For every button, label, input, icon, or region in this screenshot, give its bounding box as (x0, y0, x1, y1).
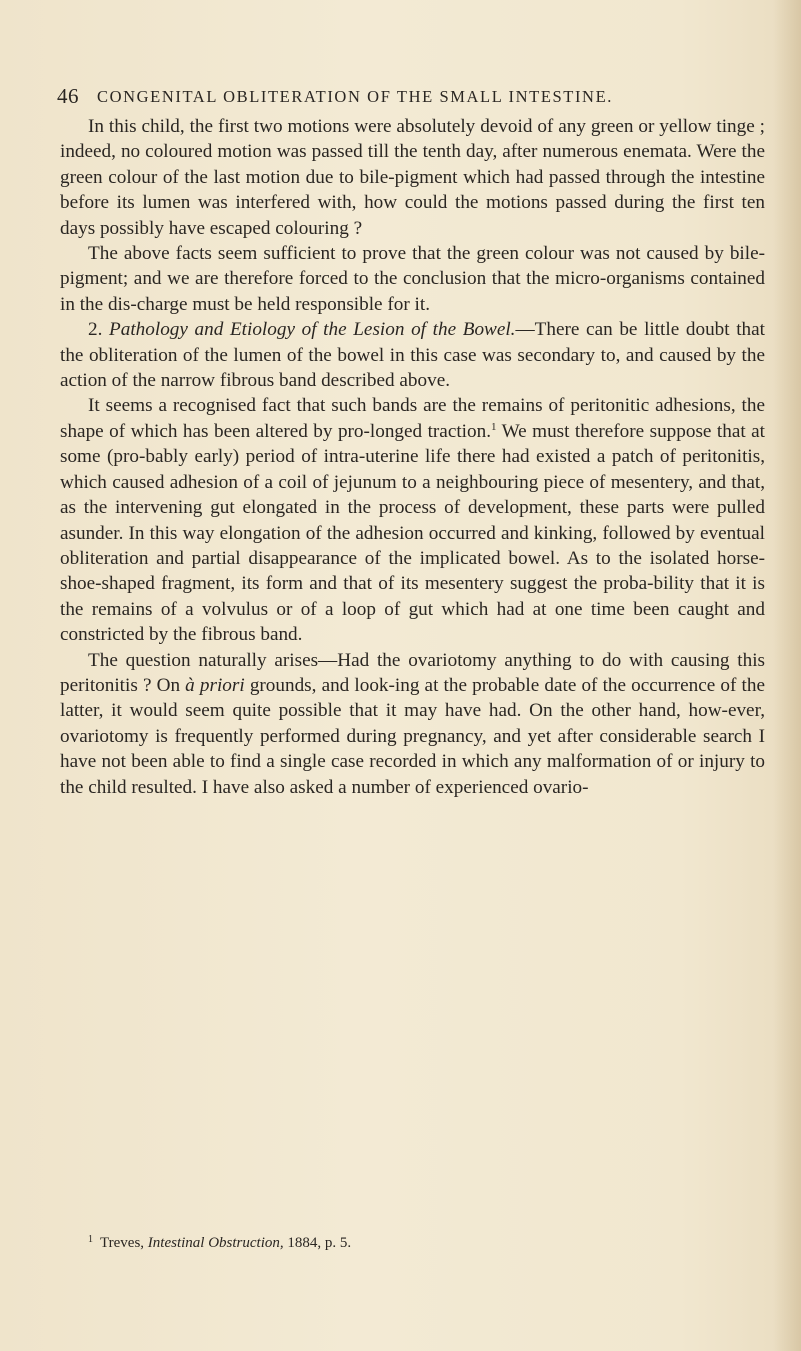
paragraph-2 (60, 241, 765, 317)
paragraph-3 (60, 317, 765, 393)
paragraph-2-text: The above facts seem sufficient to prove that the green colour was not caused by bile-pigment; and we are therefore forced to the conclusion that the micro-organisms contained in the dis-charge must be held responsible for it. (60, 243, 765, 315)
paragraph-1 (60, 114, 765, 241)
footnote-title: Intestinal Obstruction, (147, 1235, 284, 1251)
paragraph-3-text: —There can be little doubt that the obliteration of the lumen of the bowel in this case was secondary to, and caused by the action of the narrow fibrous band described above. (60, 319, 765, 392)
footnote-author: Treves, (100, 1235, 148, 1251)
footnote-citation: 1884, p. 5. (283, 1235, 352, 1251)
section-number: 2. (88, 319, 103, 341)
paragraph-5 (60, 648, 765, 800)
paragraph-5-text-b: grounds, and look-ing at the probable date of the occurrence of the latter, it would seem quite possible that it may have had. On the other hand, how-ever, ovariotomy is frequently performed during pregnancy, and yet after considerable search I have not been able to find a single case recorded in which any malformation of or injury to the child resulted. I have also asked a number of experienced ovario- (60, 674, 765, 798)
footnote (60, 1230, 765, 1253)
section-heading: Pathology and Etiology of the Lesion of the Bowel. (109, 319, 516, 341)
footnote-mark: 1 (88, 1234, 93, 1245)
paragraph-1-text: In this child, the first two motions were absolutely devoid of any green or yellow tinge ; indeed, no coloured motion was passed till the tenth day, after numerous enemata. Were the green colour of the last motion due to bile-pigment which had passed through the intestine before its lumen was interfered with, how could the motions passed during the first ten days possibly have escaped colouring ? (60, 116, 765, 239)
paragraph-5-text-a: The question naturally arises—Had the ovariotomy anything to do with causing this peritonitis ? On (60, 649, 765, 696)
footnote-reference: 1 (491, 420, 497, 433)
paragraph-4-text-b: We must therefore suppose that at some (pro-bably early) period of intra-uterine life there had existed a patch of peritonitis, which caused adhesion of a coil of jejunum to a neighbouring piece of mesentery, and that, as the intervening gut elongated in the process of development, these parts were pulled asunder. In this way elongation of the adhesion occurred and kinking, followed by eventual obliteration and partial disappearance of the implicated bowel. As to the isolated horse-shoe-shaped fragment, its form and that of its mesentery suggest the proba-bility that it is the remains of a volvulus or of a loop of gut which had at one time been caught and constricted by the fibrous band. (60, 420, 765, 646)
page-edge-shadow (773, 0, 801, 1351)
body-text (60, 114, 765, 800)
page-header (57, 84, 757, 114)
paragraph-4 (60, 393, 765, 647)
paragraph-4-text-a: It seems a recognised fact that such bands are the remains of peritonitic adhesions, the shape of which has been altered by pro-longed traction. (60, 395, 765, 442)
italic-phrase: à priori (185, 674, 245, 696)
page-number: 46 (57, 84, 79, 108)
running-head: CONGENITAL OBLITERATION OF THE SMALL INTESTINE. (97, 87, 613, 106)
